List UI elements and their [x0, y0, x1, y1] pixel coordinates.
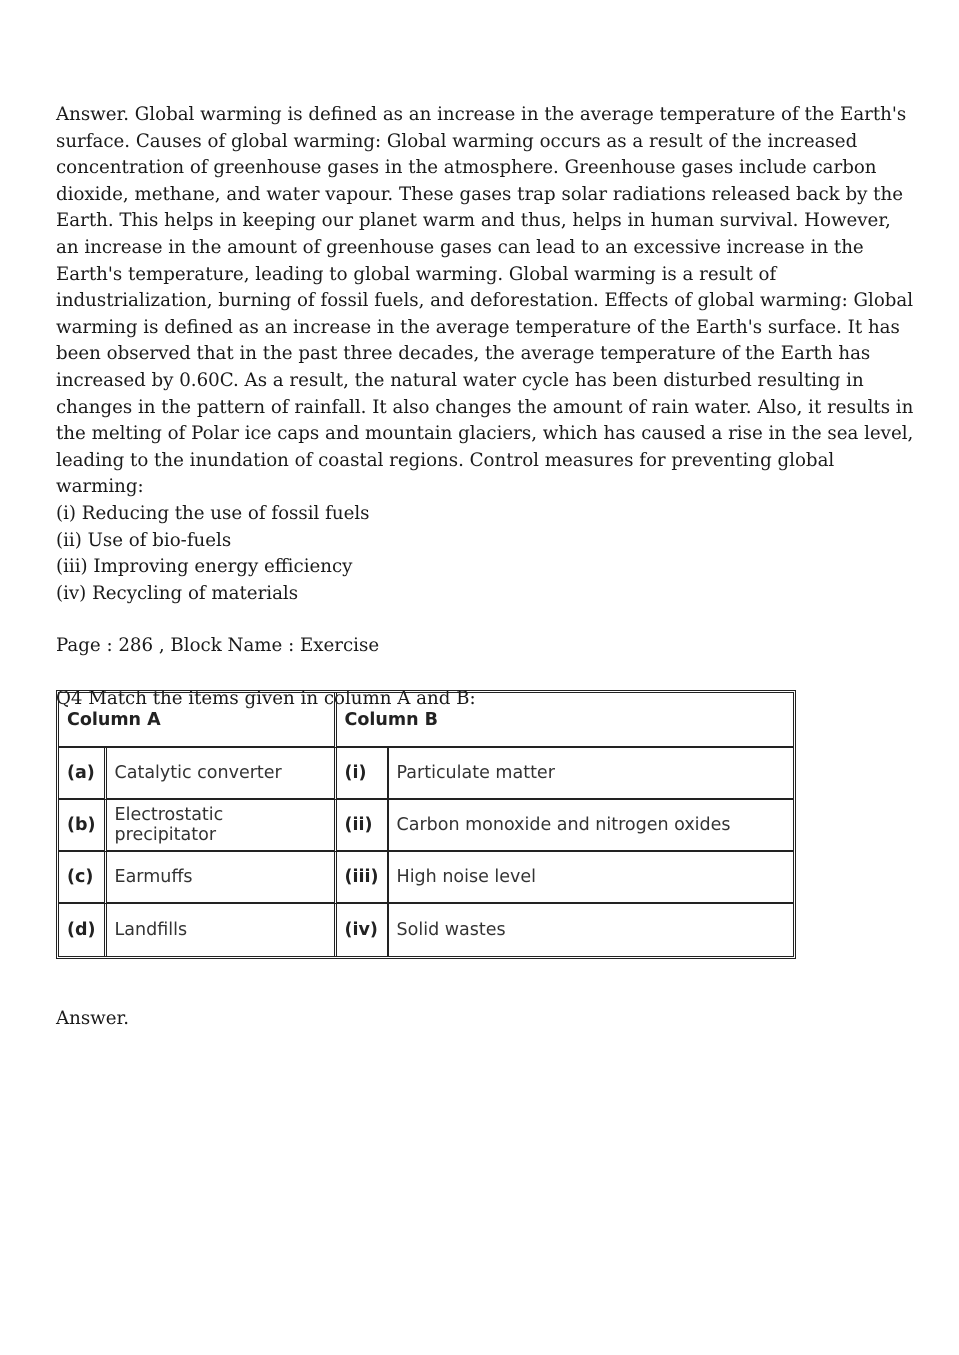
- row-label-b: (i): [337, 748, 389, 800]
- row-label-a: (a): [59, 748, 107, 800]
- table-header-row: [59, 693, 793, 748]
- row-item-b: High noise level: [389, 852, 793, 904]
- row-item-a: Electrostatic precipitator: [107, 800, 337, 852]
- table-row: [59, 904, 793, 956]
- answer-paragraph: Answer. Global warming is defined as an increase in the average temperature of the Earth's surface. Causes of global warming: Global warming occurs as a result of the increased concentration of greenhouse gases in the atmosphere. Greenhouse gases include carbon dioxide, methane, and water vapour. These gases trap solar radiations released back by the Earth. This helps in keeping our planet warm and thus, helps in human survival. However, an increase in the amount of greenhouse gases can lead to an excessive increase in the Earth's temperature, leading to global warming. Global warming is a result of industrialization, burning of fossil fuels, and deforestation. Effects of global warming: Global warming is defined as an increase in the average temperature of the Earth's surface. It has been observed that in the past three decades, the average temperature of the Earth has increased by 0.60C. As a result, the natural water cycle has been disturbed resulting in changes in the pattern of rainfall. It also changes the amount of rain water. Also, it results in the melting of Polar ice caps and mountain glaciers, which has caused a rise in the sea level, leading to the inundation of coastal regions. Control measures for preventing global warming:: [56, 104, 914, 498]
- table-row: [59, 800, 793, 852]
- row-item-b: Particulate matter: [389, 748, 793, 800]
- list-item: (ii) Use of bio-fuels: [56, 529, 232, 551]
- row-item-b: Carbon monoxide and nitrogen oxides: [389, 800, 793, 852]
- row-label-a: (d): [59, 904, 107, 956]
- row-item-a: Earmuffs: [107, 852, 337, 904]
- document-body: [56, 102, 916, 712]
- match-table: [56, 690, 796, 959]
- column-b-header: Column B: [337, 693, 793, 748]
- column-a-header: Column A: [59, 693, 337, 748]
- final-answer-label: Answer.: [56, 1008, 129, 1029]
- table-row: [59, 748, 793, 800]
- question-heading: Q4 Match the items given in column A and B:: [56, 687, 476, 709]
- list-item: (iii) Improving energy efficiency: [56, 556, 353, 578]
- row-label-b: (iv): [337, 904, 389, 956]
- row-label-a: (b): [59, 800, 107, 852]
- table-row: [59, 852, 793, 904]
- row-label-b: (iii): [337, 852, 389, 904]
- control-measures-list: [56, 501, 916, 607]
- row-label-a: (c): [59, 852, 107, 904]
- row-item-a: Catalytic converter: [107, 748, 337, 800]
- list-item: (iv) Recycling of materials: [56, 582, 299, 604]
- row-item-b: Solid wastes: [396, 920, 506, 940]
- row-item-a: Landfills: [107, 904, 337, 956]
- row-label-b: (ii): [337, 800, 389, 852]
- list-item: (i) Reducing the use of fossil fuels: [56, 502, 370, 524]
- page-reference: Page : 286 , Block Name : Exercise: [56, 635, 380, 657]
